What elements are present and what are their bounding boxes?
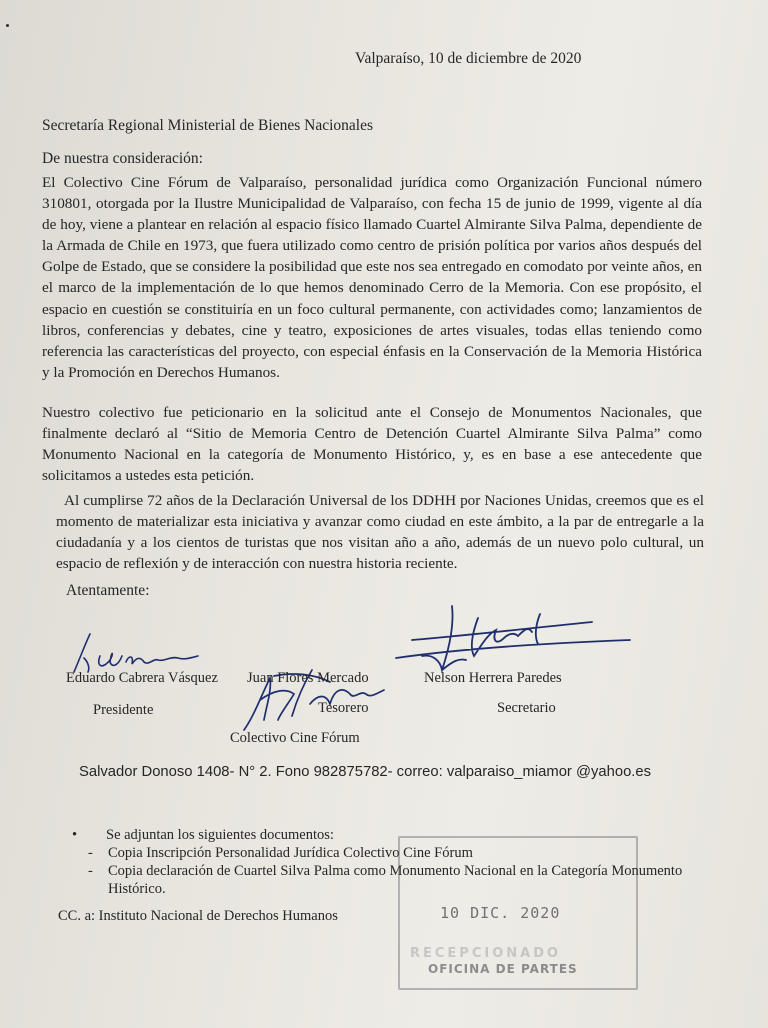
greeting-line: De nuestra consideración: [42,150,203,167]
reception-stamp [398,836,638,990]
body-paragraph-1: El Colectivo Cine Fórum de Valparaíso, personalidad jurídica como Organización Funcional número 310801, otorgada por la Ilustre Municipalidad de Valparaíso, con fecha 15 de junio de 1999, vigente al día de hoy, viene a plantear en relación al espacio físico llamado Cuartel Almirante Silva Palma, dependiente de la Armada de Chile en 1973, que fuera utilizado como centro de prisión política por varios años después del Golpe de Estado, que se considere la posibilidad que este nos sea entregado en comodato por veinte años, en el marco de la implementación de lo que hemos denominado Cerro de la Memoria. Con ese propósito, el espacio en cuestión se constituiría en un foco cultural permanente, con actividades como; lanzamientos de libros, conferencias y debates, cine y teatro, exposiciones de artes visuales, todas ellas teniendo como referencia las características del proyecto, con especial énfasis en la Conservación de la Memoria Histórica y la Promoción en Derechos Humanos. [42,174,702,381]
stamp-date: 10 DIC. 2020 [440,904,561,922]
paper-speck [6,24,9,27]
recipient-line: Secretaría Regional Ministerial de Bienes Nacionales [42,117,373,134]
stamp-status: RECEPCIONADO [410,946,562,961]
signatory-name-secretary: Nelson Herrera Paredes [424,670,562,686]
attachments-heading: • Se adjuntan los siguientes documentos: [88,826,688,844]
attachment-item-1: - Copia Inscripción Personalidad Jurídica Colectivo Cine Fórum [88,844,668,862]
signatory-role-president: Presidente [93,702,154,718]
signatory-name-treasurer: Juan Flores Mercado [247,670,369,686]
date-line: Valparaíso, 10 de diciembre de 2020 [355,50,582,67]
closing-line: Atentamente: [66,582,150,599]
stamp-office: OFICINA DE PARTES [428,962,578,976]
signatory-role-secretary: Secretario [497,700,556,716]
signatory-name-president: Eduardo Cabrera Vásquez [66,670,218,686]
cc-line: CC. a: Instituto Nacional de Derechos Humanos [58,908,338,924]
signature-secretary [392,600,642,680]
signatory-role-treasurer: Tesorero [318,700,369,716]
attachment-item-2: - Copia declaración de Cuartel Silva Palma como Monumento Nacional en la Categoría Monumento Histórico. [88,862,688,898]
body-paragraph-2: Nuestro colectivo fue peticionario en la solicitud ante el Consejo de Monumentos Nacionales, que finalmente declaró al “Sitio de Memoria Centro de Detención Cuartel Almirante Silva Palma” como Monumento Nacional en la categoría de Monumento Histórico, y, es en base a ese antecedente que solicitamos a ustedes esta petición. [42,404,702,485]
body-paragraph-3: Al cumplirse 72 años de la Declaración Universal de los DDHH por Naciones Unidas, creemos que es el momento de materializar esta iniciativa y avanzar como ciudad en este ámbito, a la par de entregarle a la ciudadanía y a los cientos de turistas que nos visitan año a año, además de un nuevo polo cultural, un espacio de reflexión y de interacción con nuestra historia reciente. [56,492,704,573]
organization-name: Colectivo Cine Fórum [230,730,360,746]
contact-line: Salvador Donoso 1408- N° 2. Fono 982875782- correo: valparaiso_miamor @yahoo.es [79,764,652,780]
